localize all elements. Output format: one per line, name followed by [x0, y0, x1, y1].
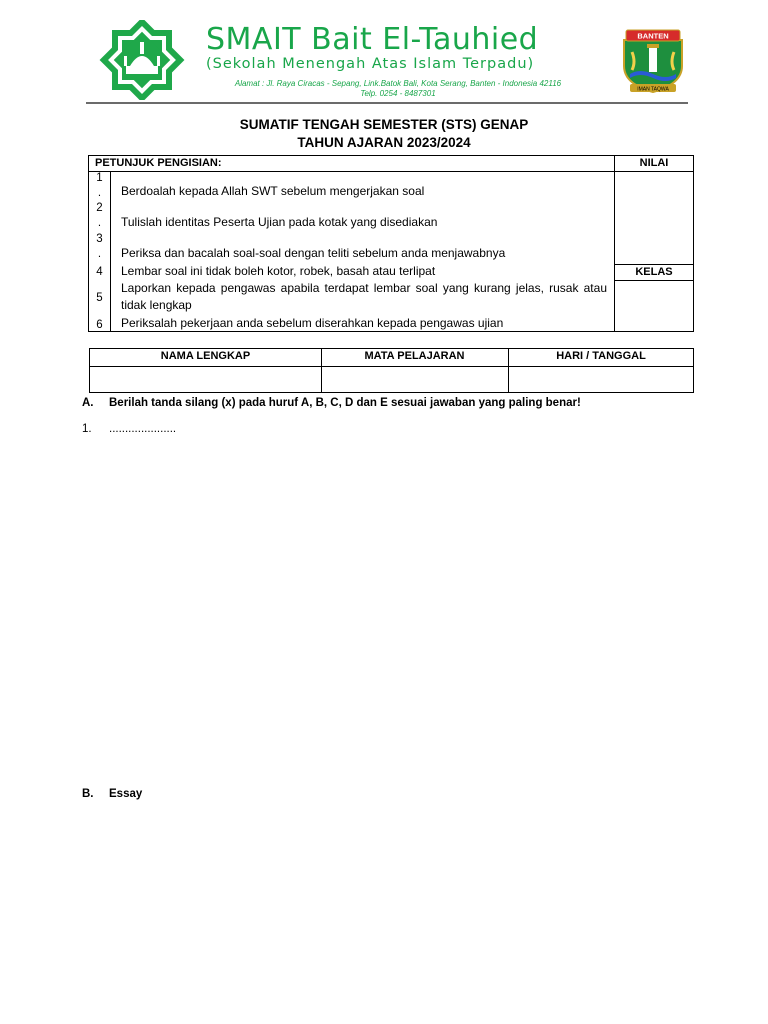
exam-title: SUMATIF TENGAH SEMESTER (STS) GENAP — [239, 117, 529, 132]
crest-title: BANTEN — [637, 31, 669, 41]
banten-crest — [618, 28, 688, 94]
header-divider — [86, 102, 688, 104]
instruction-item: Periksalah pekerjaan anda sebelum diserahkan kepada pengawas ujian — [121, 316, 504, 330]
item-number: . — [97, 217, 102, 229]
section-b-marker: B. — [82, 788, 94, 800]
item-number: 3 — [96, 233, 103, 245]
table-divider — [614, 156, 615, 331]
column-header-tanggal: HARI / TANGGAL — [556, 350, 646, 362]
school-logo — [88, 20, 196, 100]
nilai-label: NILAI — [639, 157, 669, 169]
question-text: ..................... — [109, 423, 177, 435]
table-divider — [614, 280, 693, 281]
school-name: SMAIT Bait El-Tauhied — [206, 22, 539, 57]
kelas-label: KELAS — [635, 266, 673, 278]
question-number: 1. — [82, 423, 92, 435]
crest-motto: IMAN TAQWA — [637, 86, 669, 93]
school-address — [206, 79, 590, 99]
instruction-item: Tulislah identitas Peserta Ujian pada kotak yang disediakan — [121, 215, 438, 229]
section-b-title: Essay — [109, 788, 143, 800]
phone-line: Telp. 0254 - 8487301 — [360, 89, 436, 98]
column-header-mapel: MATA PELAJARAN — [364, 350, 465, 362]
table-divider — [614, 264, 693, 265]
academic-year: TAHUN AJARAN 2023/2024 — [297, 135, 471, 150]
instruction-item: Lembar soal ini tidak boleh kotor, robek, basah atau terlipat — [121, 264, 436, 278]
instructions-table — [88, 155, 694, 332]
item-number: 5 — [96, 292, 103, 304]
identity-table — [89, 348, 694, 393]
instructions-header: PETUNJUK PENGISIAN: — [95, 157, 222, 169]
instruction-item: Periksa dan bacalah soal-soal dengan teliti sebelum anda menjawabnya — [121, 246, 506, 260]
table-divider — [89, 171, 693, 172]
address-line: Alamat : Jl. Raya Ciracas - Sepang, Link.Batok Bali, Kota Serang, Banten - Indonesia 42116 — [234, 79, 562, 88]
item-number: 2 — [96, 202, 103, 214]
section-a-instruction: Berilah tanda silang (x) pada huruf A, B, C, D dan E sesuai jawaban yang paling benar! — [109, 397, 581, 409]
instruction-item: Laporkan kepada pengawas apabila terdapat lembar soal yang kurang jelas, rusak atau tidak lengkap — [121, 281, 607, 312]
column-header-nama: NAMA LENGKAP — [160, 350, 251, 362]
school-subtitle: (Sekolah Menengah Atas Islam Terpadu) — [206, 56, 535, 72]
section-a-marker: A. — [82, 397, 94, 409]
table-divider — [110, 171, 111, 331]
nama-input[interactable] — [90, 367, 320, 392]
item-number: 1 — [96, 172, 103, 184]
item-number: 6 — [96, 319, 103, 331]
mapel-input[interactable] — [322, 367, 507, 392]
tanggal-input[interactable] — [509, 367, 693, 392]
instruction-item: Berdoalah kepada Allah SWT sebelum mengerjakan soal — [121, 184, 425, 198]
item-number: . — [97, 187, 102, 199]
item-number: . — [97, 248, 102, 260]
item-number: 4 — [96, 266, 103, 278]
